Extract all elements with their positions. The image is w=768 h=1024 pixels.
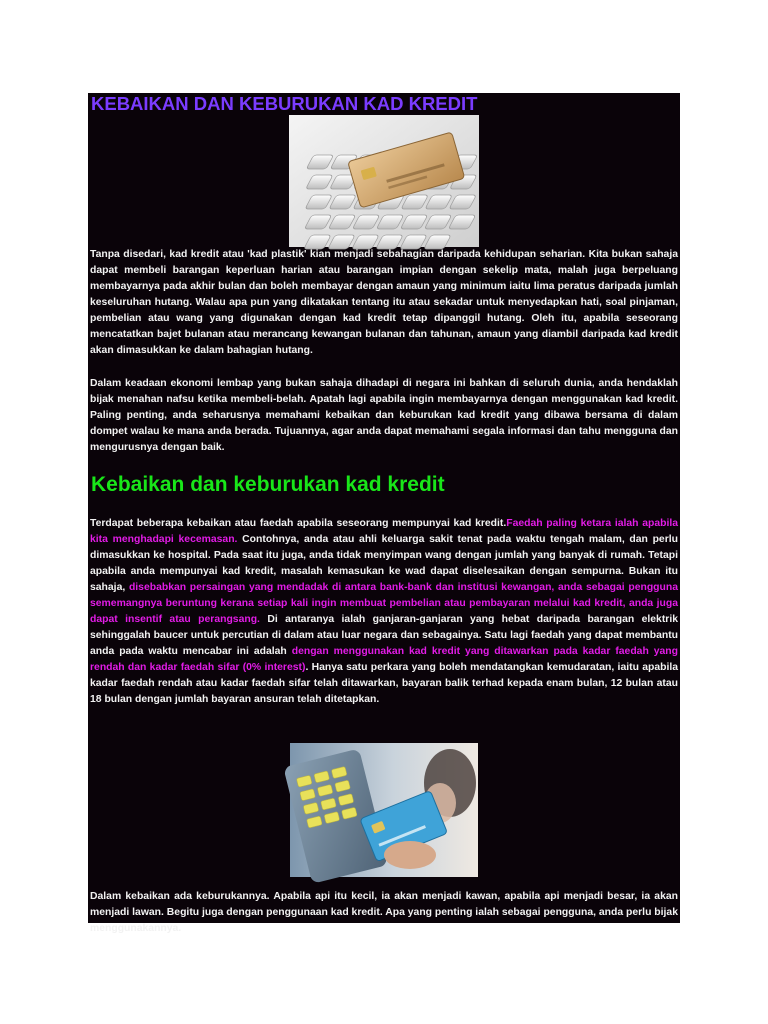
credit-card-keyboard-image [289,115,479,247]
section-paragraph [90,516,678,708]
section-text-4: . Hanya satu perkara yang boleh mendatangkan kemudaratan, iaitu apabila kadar faedah rendah atau kadar faedah sifar telah ditawarkan, bayaran balik terhad kepada enam bulan, 12 bulan atau 18 bulan dengan jumlah bayaran ansuran telah ditetapkan. [90,662,679,705]
section-heading: Kebaikan dan keburukan kad kredit [91,473,445,496]
highlight-competition: disebabkan persaingan yang mendadak di antara bank-bank dan institusi kewangan, anda sebagai pengguna sememangnya beruntung kerana setiap kali ingin membuat pembelian atau pembayaran melalui kad kredit, anda juga dapat insentif atau perangsang. [90,582,678,625]
section-text-3: Di antaranya ialah ganjaran-ganjaran yang hebat daripada barangan elektrik sehinggalah baucer untuk percutian di dalam atau luar negara dan sebagainya. Satu lagi faedah yang dapat membantu anda pada waktu mencabar ini adalah [90,614,678,657]
intro-paragraph-2: Dalam keadaan ekonomi lembap yang bukan sahaja dihadapi di negara ini bahkan di seluruh dunia, anda hendaklah bijak menahan nafsu ketika membeli-belah. Apatah lagi apabila ingin membayarnya dengan menggunakan kad kredit. Paling penting, anda seharusnya memahami kebaikan dan keburukan kad kredit yang dibawa bersama di dalam dompet walau ke mana anda berada. Tujuannya, agar anda dapat memahami segala informasi dan tahu mengguna dan mengurusnya dengan baik. [90,378,678,453]
closing-paragraph: Dalam kebaikan ada keburukannya. Apabila api itu kecil, ia akan menjadi kawan, apabila api menjadi besar, ia akan menjadi lawan. Begitu juga dengan penggunaan kad kredit. Apa yang penting ialah sebagai pengguna, anda perlu bijak menggunakannya. [90,891,678,934]
document-page [88,93,680,934]
intro-paragraph-1: Tanpa disedari, kad kredit atau 'kad plastik' kian menjadi sebahagian daripada kehidupan seharian. Kita bukan sahaja dapat membeli barangan keperluan harian atau barangan impian dengan sekelip mata, malah juga berpeluang membayarnya pada akhir bulan dan boleh membayar dengan amaun yang minimum iaitu lima peratus daripada jumlah keseluruhan hutang. Walau apa pun yang dikatakan tentang itu atau sekadar untuk menyedapkan hati, soal pinjaman, pembelian atau wang yang digunakan dengan kad kredit tetap dipanggil hutang. Oleh itu, apabila seseorang mencatatkan bajet bulanan atau merancang kewangan bulanan dan tahunan, amaun yang diambil daripada kad kredit akan dimasukkan ke dalam bahagian hutang. [90,249,678,356]
article-title: KEBAIKAN DAN KEBURUKAN KAD KREDIT [91,93,478,114]
highlight-emergency: Faedah paling ketara ialah apabila kita menghadapi kecemasan. [90,518,679,545]
highlight-low-interest: dengan menggunakan kad kredit yang ditawarkan pada kadar faedah yang rendah dan kadar faedah sifar (0% interest) [90,646,678,673]
card-payment-terminal-image [290,743,478,877]
section-text-1: Terdapat beberapa kebaikan atau faedah apabila seseorang mempunyai kad kredit. [90,518,507,529]
section-text-2: Contohnya, anda atau ahli keluarga sakit tenat pada waktu tengah malam, dan perlu dimasukkan ke hospital. Pada saat itu juga, anda tidak menyimpan wang dengan jumlah yang banyak di rumah. Tetapi apabila anda mempunyai kad kredit, masalah kemasukan ke wad dapat diselesaikan dengan sempurna. Bukan itu sahaja, [90,534,678,593]
